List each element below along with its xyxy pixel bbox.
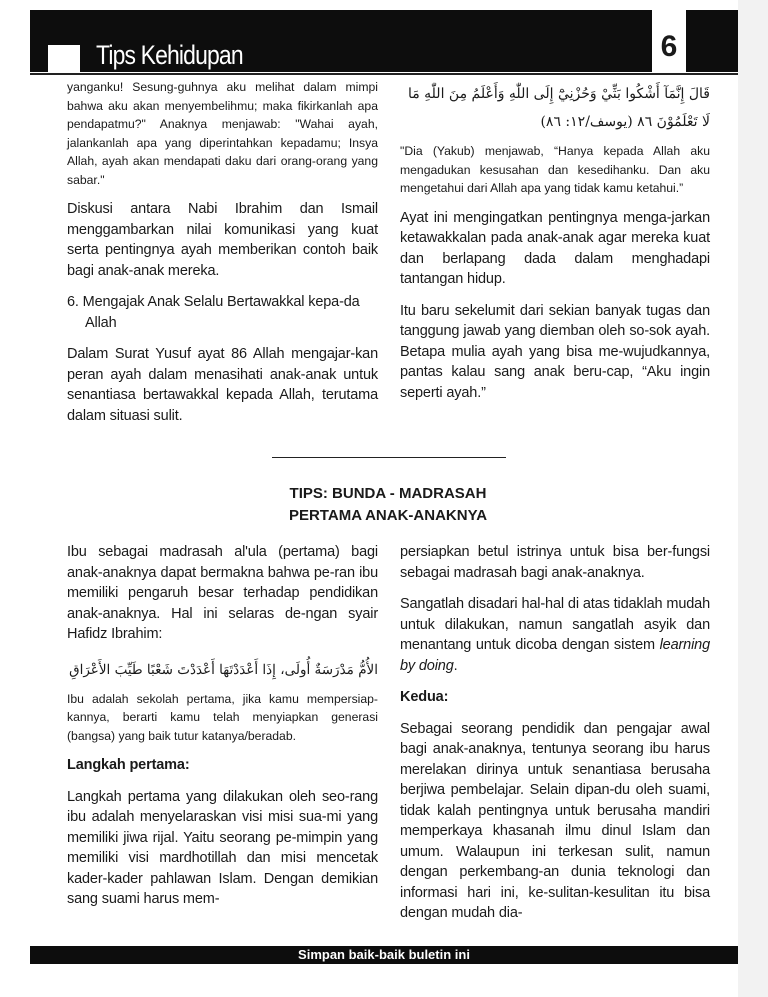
verse-translation: "Dia (Yakub) menjawab, “Hanya kepada Allah aku mengadukan kesusahan dan kesedihanku. Dan aku mengetahui dari Allah apa yang tidak kamu ketahui.” bbox=[400, 144, 710, 195]
paragraph: Itu baru sekelumit dari sekian banyak tugas dan tanggung jawab yang diemban oleh so-sok ayah. Betapa mulia ayah yang bisa me-wujudkannya, pantas kalau sang anak beru-cap, “Aku ingin seperti ayah.” bbox=[400, 302, 710, 401]
page-margin bbox=[738, 0, 768, 997]
arabic-poem: الأُمُّ مَدْرَسَةٌ أُولَى، إِذَا أَعْدَدْتَهَا أَعْدَدْتَ شَعْبًا طَيِّبَ الأَعْرَاقِ bbox=[69, 661, 378, 678]
italic-text: learning by doing bbox=[400, 637, 710, 674]
separator bbox=[272, 457, 506, 458]
arabic-verse: قَالَ إِنَّمَآ أَشْكُوا بَثِّيْ وَحُزْنِيْٓ إِلَى اللّٰهِ وَأَعْلَمُ مِنَ اللّٰهِ مَا لَا تَعْلَمُوْنَ ٨٦ (يوسف/١٢: ٨٦) bbox=[407, 86, 710, 130]
section-title: Tips Kehidupan bbox=[96, 40, 243, 70]
footer-bar: Simpan baik-baik buletin ini bbox=[30, 946, 738, 964]
quote-text: yanganku! Sesung-guhnya aku melihat dalam mimpi bahwa aku akan menyembelihmu; maka fikirkanlah apa pendapatmu?" Anaknya menjawab: "Wahai ayah, jalankanlah apa yang diperintahkan kepadamu; Insya Allah, ayah akan mendapati daku dari orang-orang yang sabar." bbox=[67, 80, 378, 187]
header-bar bbox=[30, 10, 738, 72]
subheading: Langkah pertama: bbox=[67, 757, 190, 773]
header-rule bbox=[30, 73, 738, 75]
list-item-6: 6. Mengajak Anak Selalu Bertawakkal kepa-da Allah bbox=[67, 294, 360, 331]
text: Sangatlah disadari hal-hal di atas tidaklah mudah untuk dilakukan, namun sangatlah asyik dan menantang untuk dicoba dengan sistem bbox=[400, 596, 710, 653]
paragraph: Dalam Surat Yusuf ayat 86 Allah mengajar-kan peran ayah dalam menasihati anak-anak untuk senantiasa bertawakkal kepada Allah, terutama dalam situasi sulit. bbox=[67, 346, 378, 424]
subheading: Kedua: bbox=[400, 689, 449, 705]
header-square bbox=[48, 45, 80, 72]
title-line: PERTAMA ANAK-ANAKNYA bbox=[288, 507, 488, 524]
paragraph: Diskusi antara Nabi Ibrahim dan Ismail menggambarkan nilai komunikasi yang kuat serta pentingnya ayah memberikan contoh baik bagi anak-anak mereka. bbox=[67, 201, 378, 279]
left-column-top bbox=[67, 78, 378, 437]
article-title bbox=[200, 483, 576, 527]
paragraph: Ayat ini mengingatkan pentingnya menga-jarkan ketawakkalan pada anak-anak agar mereka kuat dan berlapang dada dalam menghadapi tantangan hidup. bbox=[400, 209, 710, 287]
text: . bbox=[453, 657, 458, 674]
paragraph bbox=[400, 594, 710, 676]
paragraph: persiapkan betul istrinya untuk bisa ber-fungsi sebagai madrasah bagi anak-anaknya. bbox=[400, 544, 710, 581]
poem-translation: Ibu adalah sekolah pertama, jika kamu mempersiap-kannya, berarti kamu telah menyiapkan generasi (bangsa) yang baik tutur katanya/beradab. bbox=[67, 691, 378, 743]
right-column-bottom bbox=[400, 542, 710, 935]
title-line: TIPS: BUNDA - MADRASAH bbox=[289, 485, 487, 502]
paragraph: Sebagai seorang pendidik dan pengajar awal bagi anak-anaknya, tentunya seorang ibu harus merelakan dirinya untuk senantiasa berusaha berjiwa pembelajar. Selain dipan-du oleh suami, tidak kalah pentingnya untuk berusaha mandiri memperkaya khasanah ilmu dinul Islam dan umum. Walaupun ini terkesan sulit, namun dengan perkembang-an dunia teknologi dan informasi hari ini, ke-sulitan-kesulitan itu bisa dengan mudah dia- bbox=[400, 720, 710, 921]
right-column-top bbox=[400, 80, 710, 414]
paragraph: Langkah pertama yang dilakukan oleh seo-rang ibu adalah menyelaraskan visi misi sua-mi yang memiliki jiwa rijal. Yaitu seorang pe-mimpin yang memiliki visi mardhotillah dan misi mencetak kader-kader pahlawan Islam. Dengan demikian sang suami harus mem- bbox=[67, 788, 378, 907]
paragraph: Ibu sebagai madrasah al'ula (pertama) bagi anak-anaknya dapat bermakna bahwa pe-ran ibu memiliki pengaruh besar terhadap pendidikan anak-anaknya. Hal ini selaras de-ngan syair Hafidz Ibrahim: bbox=[67, 544, 378, 642]
page-number: 6 bbox=[652, 10, 686, 72]
left-column-bottom bbox=[67, 542, 378, 921]
